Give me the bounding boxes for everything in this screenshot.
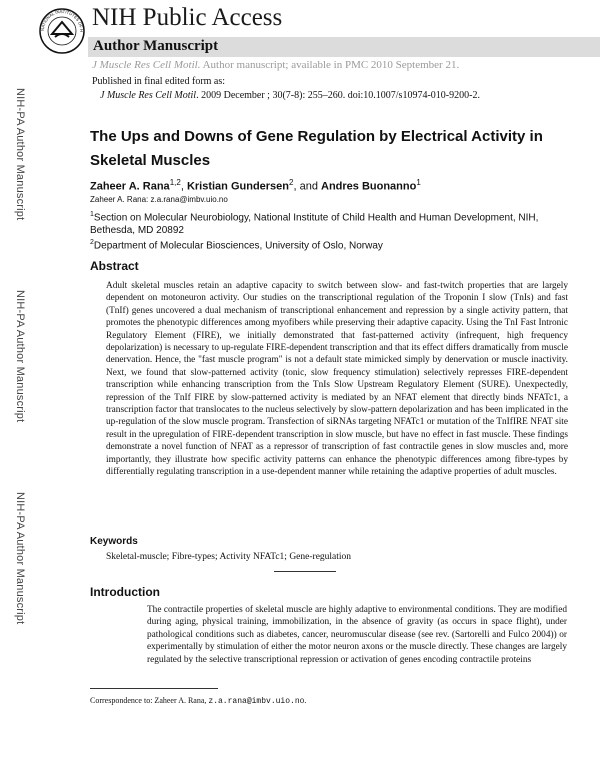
journal-availability-note: J Muscle Res Cell Motil. Author manuscript; available in PMC 2010 September 21.: [92, 59, 460, 71]
author-name: Zaheer A. Rana: [90, 180, 170, 193]
affiliation-1: $^1$Section on Molecular Neurobiology, National Institute of Child Health and Human Development, NIH, Bethesda, MD 20892: [90, 211, 539, 237]
nih-public-access-title: NIH Public Access: [92, 4, 283, 31]
article-title: The Ups and Downs of Gene Regulation by Electrical Activity in Skeletal Muscles: [90, 128, 543, 169]
correspondence-email: z.a.rana@imbv.uio.no: [208, 697, 305, 706]
introduction-text: The contractile properties of skeletal muscle are highly adaptive to environmental conditions. They are modified during aging, physical training, immobilization, in the absence of gravity (as occurs in space flight), under pathological conditions such as diabetes, cancer, neuromuscular disease (see rev. (Sartorelli and Fulco 2004)) or experimentally by stimulation of either the motor neuron axons or the muscle directly. These changes are largely regulated by the selective transcriptional repression or activation of genes encoding contractile proteins: [147, 605, 567, 665]
seal-text: NATIONAL INSTITUTES OF H: [39, 8, 85, 33]
side-label-2: NIH-PA Author Manuscript: [14, 290, 26, 423]
side-label-3: NIH-PA Author Manuscript: [14, 492, 26, 625]
keywords-heading: Keywords: [90, 536, 138, 547]
author-list: Zaheer A. Rana$^{1,2}$, Kristian Gundersen$^2$, and Andres Buonanno$^1$: [90, 178, 421, 193]
footnote-divider: [90, 688, 218, 689]
author-email: Zaheer A. Rana: z.a.rana@imbv.uio.no: [90, 195, 228, 204]
published-label: Published in final edited form as:: [92, 76, 226, 87]
abstract-text: Adult skeletal muscles retain an adaptive capacity to switch between slow- and fast-twitch properties that are largely dependent on motoneuron activity. Our studies on the transcriptional regulation of the Troponin I slow (TnIs) and fast (TnIf) genes uncovered a dual mechanism of transcriptional enhancement and repression by a single activity pattern, that promotes the phenotypic differences among myofibers while preserving their adaptive capacity. Using the TnI Fast Intronic Regulatory Element (FIRE), we initially demonstrated that fast-patterned activity (infrequent, high frequency depolarization) is necessary to up-regulate FIRE-dependent transcription and that its effect differs dramatically from muscle denervation. Hence, the "fast muscle program" is not a default state mimicked simply by denervation or muscle inactivity. Next, we found that slow-patterned activity (tonic, slow frequency stimulation) selectively represses FIRE-dependent transcription while enhancing transcription from the TnIs Slow Upstream Regulatory Element (SURE). Unexpectedly, repression of the TnIf FIRE by slow-patterned activity is mediated by an NFAT element that directly binds NFATc1, a transcription factor that translocates to the nucleus selectively by slow-pattern depolarization and has been implicated in the up-regulation of the slow muscle program. Transfection of siRNAs targeting NFATc1 or mutation of the TnIfIRE NFAT site result in the upregulation of FIRE-dependent transcription in slow muscle, but have no effect in fast muscle. These findings demonstrate a novel function of NFAT as a repressor of transcription of fast contractile genes in slow muscles and, more importantly, they illustrate how specific activity patterns can enhance the phenotypic differences among fibre-types by differentially regulating transcription in a use-dependent manner while retaining the adaptive properties of adult muscles.: [106, 281, 568, 478]
svg-text:NATIONAL INSTITUTES OF HEALTH: [38, 7, 84, 32]
affiliation-2: $^2$Department of Molecular Biosciences, University of Oslo, Norway: [90, 239, 383, 252]
author-manuscript-label: Author Manuscript: [93, 38, 219, 54]
correspondence-footnote: Correspondence to: Zaheer A. Rana, z.a.rana@imbv.uio.no.: [90, 696, 307, 706]
side-label-1: NIH-PA Author Manuscript: [14, 88, 26, 221]
author-name: Kristian Gundersen: [186, 180, 290, 193]
nih-seal-icon: [38, 7, 86, 55]
abstract-heading: Abstract: [90, 259, 139, 273]
author-name: Andres Buonanno: [321, 180, 417, 193]
section-divider: [274, 571, 336, 572]
citation: J Muscle Res Cell Motil. 2009 December ; 30(7-8): 255–260. doi:10.1007/s10974-010-9200-2.: [100, 90, 480, 101]
introduction-heading: Introduction: [90, 585, 160, 599]
keywords-text: Skeletal-muscle; Fibre-types; Activity NFATc1; Gene-regulation: [106, 552, 352, 562]
author-manuscript-bar: [88, 37, 600, 57]
